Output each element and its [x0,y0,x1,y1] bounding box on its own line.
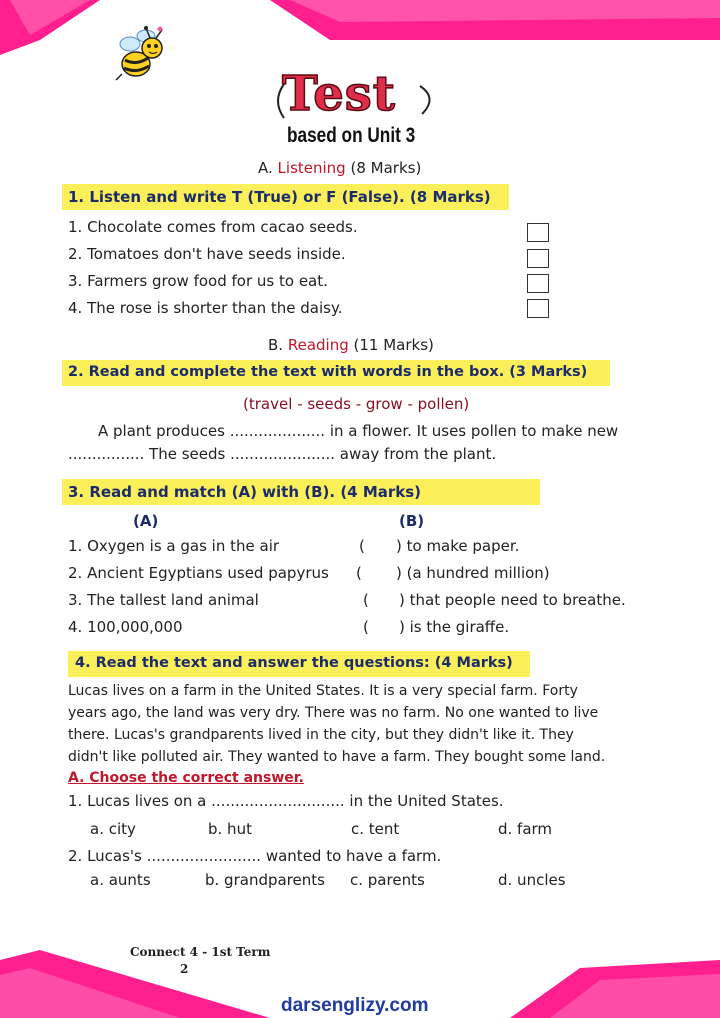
section-a-marks: (8 Marks) [350,159,422,177]
passage-line-3: there. Lucas's grandparents lived in the city, but they didn't like it. They [68,727,574,743]
q3-column-a-header: (A) [133,512,159,530]
q2-text-line-2: ................ The seeds ...................... away from the plant. [68,445,497,463]
section-a-letter: A. [258,159,273,177]
page-subtitle: based on Unit 3 [287,124,416,147]
q3-right-1: ) to make paper. [396,537,520,555]
corner-decoration-bottom-right [470,960,720,1018]
answer-box-1[interactable] [527,223,549,242]
footer-website-link[interactable]: darsenglizy.com [281,995,429,1016]
q2-word-box: (travel - seeds - grow - pollen) [243,395,470,413]
corner-decoration-top-right [270,0,720,60]
q2-option-b[interactable]: b. grandparents [205,871,325,889]
q1-item-2: 2. Tomatoes don't have seeds inside. [68,245,346,263]
section-a-title [258,159,421,177]
q1-heading: 1. Listen and write T (True) or F (False). (8 Marks) [68,188,491,206]
section-b-marks: (11 Marks) [353,336,434,354]
q3-column-b-header: (B) [399,512,425,530]
title-swoosh [270,76,442,126]
passage-line-2: years ago, the land was very dry. There was no farm. No one wanted to live [68,705,599,721]
section-a-label: Listening [277,159,346,177]
q3-left-2: 2. Ancient Egyptians used papyrus [68,564,329,582]
corner-decoration-top-left [0,0,110,60]
q3-right-4: ) is the giraffe. [399,618,510,636]
q3-paren-4[interactable]: ( [363,618,369,636]
bee-illustration [108,22,174,84]
q4-heading: 4. Read the text and answer the questions: (4 Marks) [75,655,513,671]
passage-line-1: Lucas lives on a farm in the United States. It is a very special farm. Forty [68,683,578,699]
question-1-stem: 1. Lucas lives on a ............................ in the United States. [68,792,504,810]
q3-paren-1[interactable]: ( [359,537,365,555]
section-b-letter: B. [268,336,284,354]
footer-book-title: Connect 4 - 1st Term [130,945,271,959]
q3-paren-2[interactable]: ( [356,564,362,582]
section-b-label: Reading [287,336,349,354]
q3-paren-3[interactable]: ( [363,591,369,609]
q1-option-b[interactable]: b. hut [208,820,252,838]
answer-box-2[interactable] [527,249,549,268]
q1-item-1: 1. Chocolate comes from cacao seeds. [68,218,358,236]
q3-left-3: 3. The tallest land animal [68,591,259,609]
question-2-stem: 2. Lucas's ........................ wanted to have a farm. [68,847,442,865]
q4-passage [68,680,648,768]
q1-option-d[interactable]: d. farm [498,820,553,838]
q2-option-d[interactable]: d. uncles [498,871,566,889]
q2-option-c[interactable]: c. parents [350,871,425,889]
footer-page-number: 2 [180,962,189,976]
q1-option-c[interactable]: c. tent [351,820,400,838]
q3-left-4: 4. 100,000,000 [68,618,183,636]
passage-line-4: didn't like polluted air. They wanted to have a farm. They bought some land. [68,749,606,765]
section-b-title [268,336,434,354]
q3-heading: 3. Read and match (A) with (B). (4 Marks) [68,483,422,501]
test-title: Test [282,66,396,122]
q2-heading: 2. Read and complete the text with words in the box. (3 Marks) [68,364,588,380]
q1-item-4: 4. The rose is shorter than the daisy. [68,299,343,317]
choose-instruction: A. Choose the correct answer. [68,770,304,786]
answer-box-4[interactable] [527,299,549,318]
q3-left-1: 1. Oxygen is a gas in the air [68,537,280,555]
q3-right-2: ) (a hundred million) [396,564,550,582]
q2-option-a[interactable]: a. aunts [90,871,151,889]
q3-right-3: ) that people need to breathe. [399,591,626,609]
q2-text-line-1: A plant produces .................... in a flower. It uses pollen to make new [98,422,619,440]
q1-option-a[interactable]: a. city [90,820,136,838]
answer-box-3[interactable] [527,274,549,293]
q1-item-3: 3. Farmers grow food for us to eat. [68,272,328,290]
